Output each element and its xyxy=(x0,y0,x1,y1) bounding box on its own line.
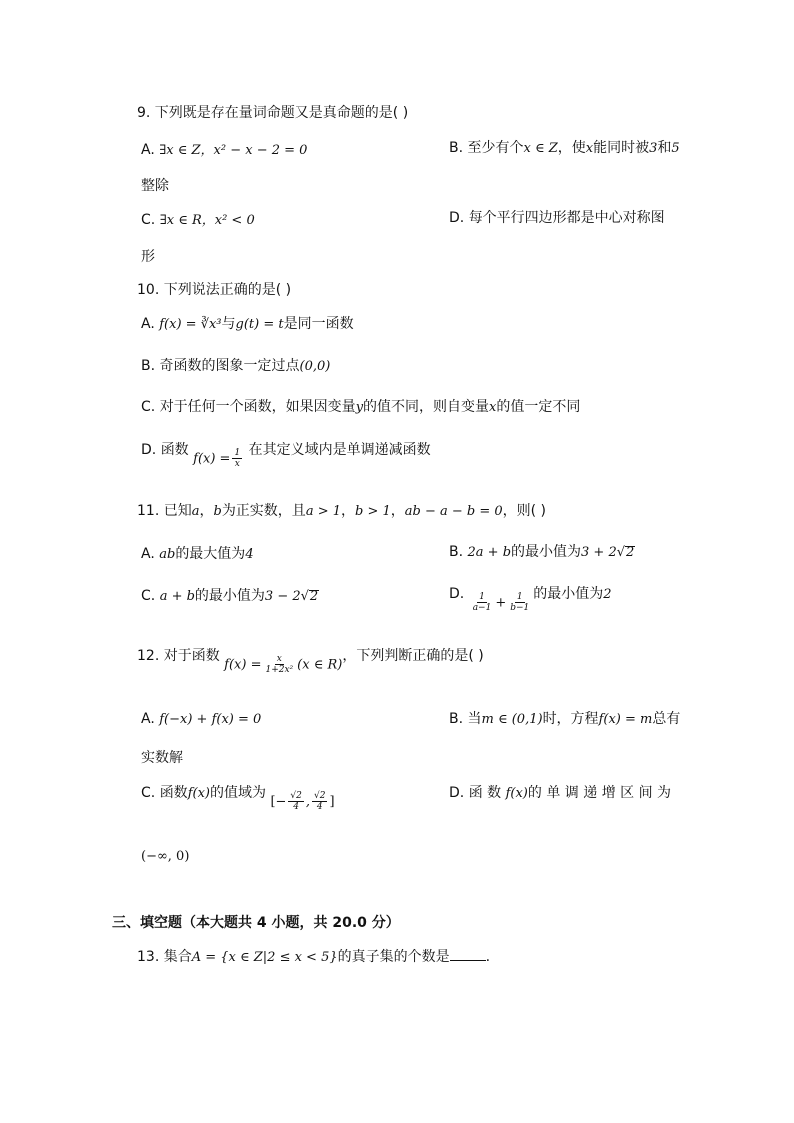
q10-option-c: C. 对于任何一个函数，如果因变量y的值不同，则自变量x的值一定不同 xyxy=(141,399,581,415)
q9-option-a xyxy=(141,140,307,161)
q10-option-b: B. 奇函数的图象一定过点(0,0) xyxy=(141,358,331,374)
fraction: $\frac{x}{\text{1+2x²}}$ xyxy=(265,654,294,675)
q9-option-b-cont: 整除 xyxy=(141,178,169,194)
q12-option-c: C. 函数f(x)的值域为 [− $\frac{√2}{4}$ , $\frac{√2}{4}$ ] xyxy=(141,785,335,812)
q13-stem: 13. 集合A = {x ∈ Z|2 ≤ x < 5}的真子集的个数是 . xyxy=(137,946,490,968)
q12-option-a: A. f(−x) + f(x) = 0 xyxy=(141,711,262,727)
q11-option-b: B. 2a + b的最小值为3 + 2√2 xyxy=(449,544,635,560)
q12-option-d-cont: (−∞, 0) xyxy=(141,849,190,864)
q12-stem: 12. 对于函数 f(x) = $\frac{x}{\text{1+2x²}}$ (x ∈ R)，下列判断正确的是( ) xyxy=(137,648,484,675)
q11-option-c: C. a + b的最小值为3 − 2√2 xyxy=(141,588,319,604)
fraction: $\frac{1}{a-1}$ xyxy=(472,592,492,613)
q9-option-b: B. 至少有个x ∈ Z，使x能同时被3和5 xyxy=(449,140,680,156)
q9-option-c: C. ∃x ∈ R，x² < 0 xyxy=(141,212,255,228)
q10-stem: 10. 下列说法正确的是( ) xyxy=(137,282,292,298)
section-title: 三、填空题（本大题共 4 小题，共 20.0 分） xyxy=(112,915,400,931)
fraction: $\frac{1}{b-1}$ xyxy=(510,592,530,613)
q12-option-d: D. 函 数 f(x)的 单 调 递 增 区 间 为 xyxy=(449,785,672,801)
q12-option-b-cont: 实数解 xyxy=(141,750,183,766)
answer-blank xyxy=(450,946,486,961)
q10-option-d: D. 函数 f(x) = $\frac{1}{x}$ 在其定义域内是单调递减函数 xyxy=(141,442,431,469)
fraction: $\frac{1}{x}$ xyxy=(234,448,241,469)
q12-option-b: B. 当m ∈ (0,1)时，方程f(x) = m总有 xyxy=(449,711,681,727)
q10-option-a: A. f(x) = ∛x³与g(t) = t是同一函数 xyxy=(141,316,354,332)
q9-option-d-cont: 形 xyxy=(141,249,155,265)
math: ∃x ∈ Z，x² − x − 2 = 0 xyxy=(159,143,308,158)
q9-stem: 9. 下列既是存在量词命题又是真命题的是( ) xyxy=(137,105,409,121)
fraction: $\frac{√2}{4}$ xyxy=(290,791,302,812)
q11-stem: 11. 已知a，b为正实数，且a > 1，b > 1，ab − a − b = 0，则( ) xyxy=(137,503,547,519)
q11-option-d: D. $\frac{1}{a-1}$ + $\frac{1}{b-1}$ 的最小值为2 xyxy=(449,586,612,613)
q9-option-d: D. 每个平行四边形都是中心对称图 xyxy=(449,210,665,226)
fraction: $\frac{√2}{4}$ xyxy=(314,791,326,812)
option-label: A. xyxy=(141,142,155,158)
q11-option-a: A. ab的最大值为4 xyxy=(141,546,254,562)
